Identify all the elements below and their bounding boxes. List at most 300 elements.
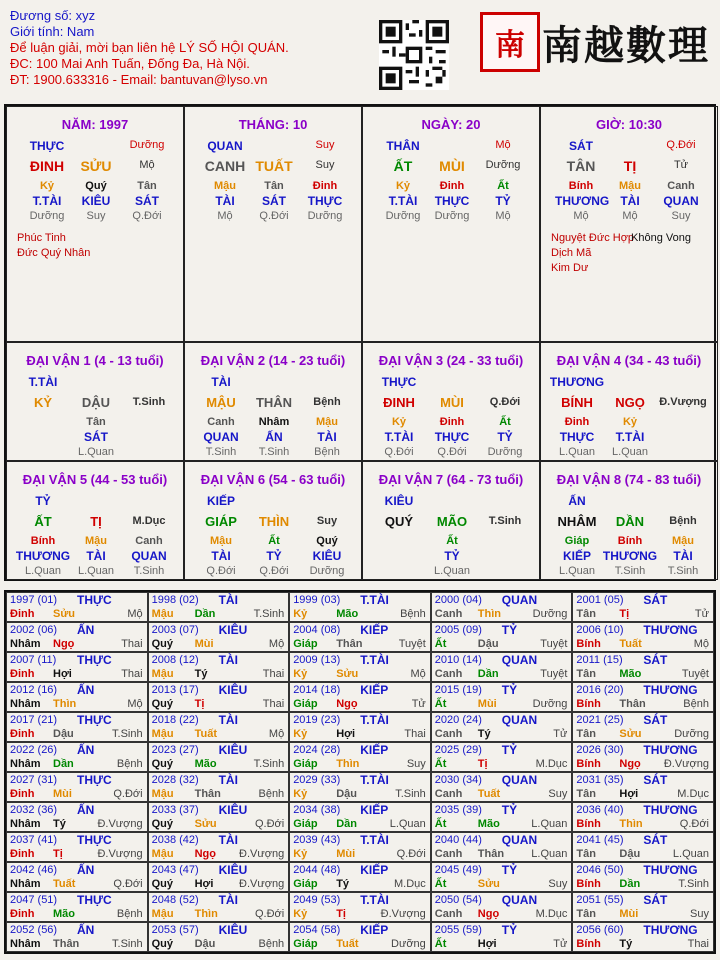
hidden-can: Kỷ bbox=[622, 416, 638, 428]
year-can: Giáp bbox=[293, 638, 318, 650]
year-stage: M.Dục bbox=[677, 788, 709, 800]
dai-van-truong-sinh: Bệnh bbox=[313, 396, 341, 408]
hidden-stage: Mộ bbox=[573, 210, 589, 222]
dai-van-thap-than: KIÊU bbox=[384, 494, 414, 508]
year-cell bbox=[572, 682, 714, 712]
year-chi: Sửu bbox=[336, 668, 359, 680]
year-label: 2051 (55) bbox=[576, 894, 624, 906]
hidden-stage: T.Sinh bbox=[133, 565, 165, 577]
year-thap-than: THƯƠNG bbox=[643, 803, 698, 817]
year-label: 2027 (31) bbox=[10, 774, 58, 786]
year-label: 2049 (53) bbox=[293, 894, 341, 906]
year-chi: Thìn bbox=[53, 698, 77, 710]
year-stage: Suy bbox=[548, 878, 568, 890]
year-thap-than: TÀI bbox=[218, 713, 238, 727]
year-stage: Đ.Vượng bbox=[380, 908, 426, 920]
year-label: 2034 (38) bbox=[293, 804, 341, 816]
year-thap-than: THỰC bbox=[77, 593, 112, 607]
year-stage: Dưỡng bbox=[532, 608, 568, 620]
dai-van-chi: DẦN bbox=[615, 514, 645, 529]
year-stage: Q.Đới bbox=[254, 908, 285, 920]
address-line: ĐC: 100 Mai Anh Tuấn, Đống Đa, Hà Nội. bbox=[10, 56, 250, 71]
hidden-can: Mậu bbox=[672, 535, 694, 547]
year-can: Canh bbox=[434, 608, 463, 620]
hidden-can: Đinh bbox=[439, 180, 465, 192]
dai-van-chi: THÌN bbox=[258, 514, 290, 529]
dai-van-title: ĐẠI VẬN 7 (64 - 73 tuổi) bbox=[378, 472, 524, 487]
dai-van-chi: DẬU bbox=[81, 395, 111, 410]
hidden-than: KIẾP bbox=[562, 549, 591, 563]
year-label: 2001 (05) bbox=[576, 594, 624, 606]
hidden-stage: Suy bbox=[86, 210, 106, 222]
year-stage: Suy bbox=[690, 908, 709, 920]
year-stage: Bệnh bbox=[116, 758, 143, 770]
hidden-can: Canh bbox=[135, 535, 163, 547]
year-stage: Dưỡng bbox=[391, 938, 426, 950]
year-label: 2029 (33) bbox=[293, 774, 341, 786]
year-can: Giáp bbox=[293, 818, 318, 830]
year-chi: Thìn bbox=[477, 608, 502, 620]
year-chi: Tuất bbox=[336, 938, 359, 950]
hidden-can: Mậu bbox=[619, 180, 641, 192]
dai-van-can: ĐINH bbox=[383, 395, 415, 410]
contact-line: Để luận giải, mời bạn liên hệ LÝ SỐ HỘI QUÁN. bbox=[10, 40, 289, 55]
year-chi: Hợi bbox=[477, 938, 497, 950]
year-can: Tân bbox=[576, 608, 596, 620]
hidden-can: Ất bbox=[268, 535, 280, 547]
year-chi: Tuất bbox=[194, 728, 217, 740]
year-cell bbox=[148, 652, 290, 682]
year-stage: Mộ bbox=[127, 608, 143, 620]
year-cell bbox=[148, 802, 290, 832]
year-thap-than: QUAN bbox=[501, 833, 538, 847]
year-thap-than: QUAN bbox=[501, 713, 538, 727]
hidden-stage: Dưỡng bbox=[434, 210, 470, 222]
year-cell bbox=[289, 922, 431, 952]
dai-van-can: NHÂM bbox=[557, 514, 597, 529]
hidden-stage: Dưỡng bbox=[29, 210, 65, 222]
year-cell bbox=[148, 922, 290, 952]
year-chi: Sửu bbox=[53, 608, 76, 620]
year-label: 2004 (08) bbox=[293, 624, 341, 636]
year-label: 2056 (60) bbox=[576, 924, 624, 936]
year-cell bbox=[6, 592, 148, 622]
year-stage: Tử bbox=[553, 728, 568, 740]
year-chi: Dần bbox=[194, 608, 216, 620]
year-can: Tân bbox=[576, 908, 596, 920]
year-cell bbox=[6, 622, 148, 652]
year-chi: Mùi bbox=[619, 908, 639, 920]
hidden-can: Đinh bbox=[439, 416, 465, 428]
year-label: 1999 (03) bbox=[293, 594, 341, 606]
hidden-stage: Q.Đới bbox=[259, 565, 289, 577]
hidden-stage: Mộ bbox=[622, 210, 638, 222]
year-cell bbox=[289, 832, 431, 862]
year-chi: Tuất bbox=[477, 788, 501, 800]
year-chi: Dậu bbox=[477, 638, 499, 650]
year-thap-than: KIẾP bbox=[360, 743, 389, 757]
pillar-title: NĂM: 1997 bbox=[61, 117, 129, 132]
pillar-truong-sinh: Suy bbox=[315, 139, 335, 151]
year-stage: Mộ bbox=[127, 698, 143, 710]
year-cell bbox=[431, 652, 573, 682]
year-thap-than: THƯƠNG bbox=[643, 923, 698, 937]
hidden-stage: Q.Đới bbox=[437, 446, 467, 458]
year-thap-than: TỶ bbox=[501, 623, 518, 637]
year-chi: Mão bbox=[619, 668, 642, 680]
star-item: Đức Quý Nhân bbox=[17, 247, 91, 259]
year-cell bbox=[148, 592, 290, 622]
year-thap-than: KIÊU bbox=[218, 923, 248, 937]
dai-van-title: ĐẠI VẬN 5 (44 - 53 tuổi) bbox=[22, 472, 168, 487]
year-can: Quý bbox=[151, 638, 173, 650]
year-chi: Ngọ bbox=[194, 848, 216, 860]
year-cell bbox=[6, 682, 148, 712]
year-label: 2022 (26) bbox=[10, 744, 58, 756]
year-can: Tân bbox=[576, 668, 596, 680]
dai-van-1 bbox=[6, 342, 184, 461]
chart-grid bbox=[4, 104, 716, 581]
hidden-stage: T.Sinh bbox=[667, 565, 699, 577]
year-stage: Đ.Vượng bbox=[239, 848, 285, 860]
year-label: 2002 (06) bbox=[10, 624, 58, 636]
year-stage: Dưỡng bbox=[532, 698, 568, 710]
year-label: 2015 (19) bbox=[434, 684, 482, 696]
year-can: Canh bbox=[434, 728, 463, 740]
dai-van-7 bbox=[362, 461, 540, 580]
year-chi: Tị bbox=[619, 608, 630, 620]
year-can: Giáp bbox=[293, 878, 318, 890]
year-chi: Tý bbox=[619, 938, 633, 950]
year-stage: Tuyệt bbox=[540, 638, 568, 650]
year-chi: Tuất bbox=[619, 638, 642, 650]
year-chi: Dần bbox=[619, 878, 641, 890]
hidden-stage: Mộ bbox=[495, 210, 511, 222]
hidden-than: ẤN bbox=[265, 430, 283, 444]
year-stage: Suy bbox=[548, 788, 568, 800]
star-item: Kim Dư bbox=[551, 262, 589, 274]
hidden-can: Quý bbox=[85, 180, 107, 192]
dai-van-chi: NGỌ bbox=[615, 395, 645, 410]
year-label: 2016 (20) bbox=[576, 684, 624, 696]
year-cell bbox=[572, 652, 714, 682]
year-stage: L.Quan bbox=[672, 848, 709, 860]
hidden-can: Đinh bbox=[564, 416, 590, 428]
year-thap-than: THỰC bbox=[77, 713, 112, 727]
year-chi: Sửu bbox=[194, 818, 217, 830]
dai-van-chi: MÃO bbox=[436, 514, 468, 529]
year-stage: M.Dục bbox=[535, 908, 568, 920]
year-chi: Tuất bbox=[53, 878, 76, 890]
star-item: Phúc Tinh bbox=[17, 232, 66, 244]
year-can: Nhâm bbox=[10, 938, 41, 950]
year-thap-than: KIẾP bbox=[360, 683, 389, 697]
year-label: 2012 (16) bbox=[10, 684, 58, 696]
year-stage: Bệnh bbox=[258, 788, 285, 800]
hidden-than: T.TÀI bbox=[388, 194, 418, 208]
year-label: 2044 (48) bbox=[293, 864, 341, 876]
year-label: 2053 (57) bbox=[151, 924, 199, 936]
year-can: Đinh bbox=[10, 848, 35, 860]
year-stage: M.Dục bbox=[535, 758, 568, 770]
year-label: 2030 (34) bbox=[434, 774, 482, 786]
dai-van-truong-sinh: T.Sinh bbox=[132, 396, 166, 408]
dai-van-thap-than: TỶ bbox=[35, 494, 51, 508]
year-cell bbox=[431, 862, 573, 892]
year-cell bbox=[431, 712, 573, 742]
year-label: 2028 (32) bbox=[151, 774, 199, 786]
hidden-stage: Q.Đới bbox=[132, 210, 162, 222]
dai-van-thap-than: TÀI bbox=[211, 375, 231, 389]
year-cell bbox=[289, 892, 431, 922]
dai-van-can: BÍNH bbox=[561, 395, 593, 410]
year-label: 2031 (35) bbox=[576, 774, 624, 786]
year-thap-than: THỰC bbox=[77, 653, 112, 667]
dai-van-truong-sinh: T.Sinh bbox=[488, 515, 522, 527]
year-thap-than: KIẾP bbox=[360, 803, 389, 817]
year-chi: Thân bbox=[53, 938, 80, 950]
year-chi: Mùi bbox=[477, 698, 497, 710]
year-thap-than: TỶ bbox=[501, 683, 518, 697]
year-can: Giáp bbox=[293, 938, 318, 950]
year-stage: Tử bbox=[694, 608, 709, 620]
year-stage: L.Quan bbox=[389, 818, 426, 830]
year-can: Mậu bbox=[151, 728, 174, 740]
hidden-can: Ất bbox=[499, 416, 511, 428]
pillar-nap-am: Suy bbox=[315, 159, 335, 171]
year-chi: Thìn bbox=[194, 908, 218, 920]
year-can: Bính bbox=[576, 638, 601, 650]
year-chi: Ngọ bbox=[619, 758, 641, 770]
pillar-thap-than: THỰC bbox=[29, 139, 65, 153]
year-stage: Q.Đới bbox=[254, 818, 285, 830]
year-thap-than: KIÊU bbox=[218, 803, 248, 817]
pillar-thap-than: SÁT bbox=[569, 139, 593, 153]
year-stage: Tử bbox=[411, 698, 426, 710]
hidden-can: Kỷ bbox=[39, 180, 55, 192]
hidden-than: THƯƠNG bbox=[602, 549, 658, 563]
hidden-stage: Mộ bbox=[217, 210, 233, 222]
year-chi: Mão bbox=[53, 908, 75, 920]
year-cell bbox=[289, 682, 431, 712]
year-label: 2007 (11) bbox=[10, 654, 57, 666]
year-cell bbox=[431, 742, 573, 772]
year-stage: Tuyệt bbox=[398, 638, 426, 650]
year-can: Kỷ bbox=[293, 608, 308, 620]
pillar-can: CANH bbox=[204, 158, 246, 174]
year-label: 2017 (21) bbox=[10, 714, 58, 726]
year-cell bbox=[148, 832, 290, 862]
year-stage: T.Sinh bbox=[395, 788, 426, 800]
hidden-stage: L.Quan bbox=[77, 565, 115, 577]
dai-van-4 bbox=[540, 342, 718, 461]
pillar-thap-than: THÂN bbox=[386, 139, 420, 153]
year-stage: Q.Đới bbox=[679, 818, 709, 830]
year-chi: Tị bbox=[477, 758, 488, 770]
hidden-stage: L.Quan bbox=[558, 446, 596, 458]
year-chi: Thân bbox=[336, 638, 363, 650]
dai-van-title: ĐẠI VẬN 3 (24 - 33 tuổi) bbox=[378, 353, 524, 368]
year-label: 2020 (24) bbox=[434, 714, 482, 726]
pillar-chi: MÙI bbox=[439, 158, 465, 174]
pillar-truong-sinh: Mộ bbox=[495, 139, 511, 151]
year-cell bbox=[431, 802, 573, 832]
year-chi: Mùi bbox=[336, 848, 356, 860]
year-can: Bính bbox=[576, 758, 601, 770]
year-label: 2039 (43) bbox=[293, 834, 341, 846]
year-cell bbox=[572, 892, 714, 922]
pillar-nap-am: Mộ bbox=[139, 159, 155, 171]
year-thap-than: THƯƠNG bbox=[643, 863, 698, 877]
hidden-can: Tân bbox=[137, 180, 157, 192]
year-label: 2036 (40) bbox=[576, 804, 624, 816]
year-cell bbox=[6, 802, 148, 832]
hidden-stage: Dưỡng bbox=[385, 210, 421, 222]
pillar-truong-sinh: Dưỡng bbox=[129, 139, 165, 151]
year-chi: Thân bbox=[194, 788, 221, 800]
year-thap-than: QUAN bbox=[501, 773, 538, 787]
year-cell bbox=[289, 712, 431, 742]
year-cell bbox=[6, 892, 148, 922]
hidden-than: TÀI bbox=[86, 549, 106, 563]
hidden-can: Tân bbox=[264, 180, 284, 192]
yearly-luck-table bbox=[4, 590, 716, 954]
year-thap-than: THƯƠNG bbox=[643, 743, 698, 757]
hidden-than: QUAN bbox=[131, 549, 167, 563]
year-cell bbox=[289, 772, 431, 802]
dai-van-6 bbox=[184, 461, 362, 580]
year-thap-than: TÀI bbox=[218, 653, 238, 667]
year-thap-than: QUAN bbox=[501, 893, 538, 907]
year-stage: T.Sinh bbox=[253, 758, 285, 770]
dai-van-can: ẤT bbox=[34, 514, 52, 529]
year-label: 2009 (13) bbox=[293, 654, 341, 666]
dai-van-chi: MÙI bbox=[440, 395, 464, 410]
hidden-can: Mậu bbox=[85, 535, 107, 547]
year-can: Bính bbox=[576, 938, 601, 950]
hidden-stage: L.Quan bbox=[433, 565, 471, 577]
pillar-chi: TUẤT bbox=[255, 158, 293, 174]
header-info bbox=[10, 8, 289, 88]
dai-van-2 bbox=[184, 342, 362, 461]
hidden-than: THỰC bbox=[559, 430, 595, 444]
year-can: Ất bbox=[434, 818, 447, 830]
year-can: Kỷ bbox=[293, 728, 308, 740]
year-stage: Q.Đới bbox=[396, 848, 426, 860]
year-can: Giáp bbox=[293, 758, 318, 770]
hidden-than: THỰC bbox=[434, 430, 470, 444]
dai-van-title: ĐẠI VẬN 6 (54 - 63 tuổi) bbox=[200, 472, 346, 487]
year-label: 2006 (10) bbox=[576, 624, 624, 636]
year-stage: Thai bbox=[121, 668, 143, 680]
dai-van-can: GIÁP bbox=[205, 514, 237, 529]
pillar-3 bbox=[540, 106, 718, 342]
year-thap-than: T.TÀI bbox=[360, 773, 389, 787]
year-thap-than: TỶ bbox=[501, 803, 518, 817]
year-thap-than: ẤN bbox=[77, 923, 95, 937]
year-can: Kỷ bbox=[293, 668, 308, 680]
year-chi: Ngọ bbox=[336, 698, 358, 710]
year-can: Mậu bbox=[151, 848, 174, 860]
hidden-stage: L.Quan bbox=[77, 446, 115, 458]
pillar-nap-am: Dưỡng bbox=[485, 159, 521, 171]
year-thap-than: SÁT bbox=[643, 713, 668, 727]
hidden-can: Ất bbox=[497, 180, 509, 192]
hidden-stage: Suy bbox=[671, 210, 691, 222]
year-stage: Đ.Vượng bbox=[663, 758, 709, 770]
qr-code-icon[interactable] bbox=[379, 20, 449, 90]
year-can: Kỷ bbox=[293, 908, 308, 920]
pillar-title: THÁNG: 10 bbox=[238, 117, 308, 132]
hidden-can: Quý bbox=[316, 535, 338, 547]
hidden-can: Bính bbox=[617, 535, 643, 547]
year-chi: Hợi bbox=[194, 878, 214, 890]
hidden-than: TÀI bbox=[620, 194, 640, 208]
year-chi: Thìn bbox=[336, 758, 360, 770]
year-stage: T.Sinh bbox=[112, 728, 143, 740]
year-cell bbox=[6, 862, 148, 892]
hidden-than: SÁT bbox=[84, 430, 108, 444]
year-chi: Dậu bbox=[53, 728, 74, 740]
year-can: Đinh bbox=[10, 728, 35, 740]
dai-van-title: ĐẠI VẬN 8 (74 - 83 tuổi) bbox=[556, 472, 702, 487]
hidden-stage: L.Quan bbox=[611, 446, 649, 458]
hidden-can: Giáp bbox=[564, 535, 590, 547]
year-label: 2042 (46) bbox=[10, 864, 58, 876]
hidden-stage: Bệnh bbox=[314, 446, 340, 458]
year-thap-than: TÀI bbox=[218, 833, 238, 847]
dai-van-can: KỶ bbox=[33, 395, 53, 410]
year-thap-than: SÁT bbox=[643, 833, 668, 847]
year-label: 2045 (49) bbox=[434, 864, 482, 876]
year-chi: Hợi bbox=[336, 728, 356, 740]
year-thap-than: KIÊU bbox=[218, 863, 248, 877]
hidden-can: Mậu bbox=[316, 416, 338, 428]
year-can: Kỷ bbox=[293, 788, 308, 800]
dai-van-thap-than: THỰC bbox=[381, 375, 417, 389]
hidden-can: Canh bbox=[207, 416, 235, 428]
year-can: Quý bbox=[151, 938, 173, 950]
hidden-can: Kỷ bbox=[391, 416, 407, 428]
year-chi: Tý bbox=[477, 728, 491, 740]
hidden-than: TÀI bbox=[215, 194, 235, 208]
year-chi: Mùi bbox=[194, 638, 214, 650]
year-can: Mậu bbox=[151, 788, 174, 800]
year-thap-than: THỰC bbox=[77, 893, 112, 907]
year-can: Mậu bbox=[151, 668, 174, 680]
year-label: 2023 (27) bbox=[151, 744, 199, 756]
year-thap-than: THỰC bbox=[77, 773, 112, 787]
year-label: 2035 (39) bbox=[434, 804, 482, 816]
year-cell bbox=[148, 862, 290, 892]
hidden-than: THƯƠNG bbox=[555, 194, 610, 208]
year-thap-than: ẤN bbox=[77, 623, 95, 637]
hidden-can: Mậu bbox=[210, 535, 232, 547]
hidden-than: TỶ bbox=[495, 194, 511, 208]
dai-van-truong-sinh: Q.Đới bbox=[489, 396, 521, 408]
year-label: 2008 (12) bbox=[151, 654, 199, 666]
year-can: Bính bbox=[576, 818, 601, 830]
hidden-can: Mậu bbox=[214, 180, 236, 192]
year-cell bbox=[572, 802, 714, 832]
hidden-stage: T.Sinh bbox=[258, 446, 290, 458]
year-cell bbox=[148, 772, 290, 802]
hidden-than: T.TÀI bbox=[32, 194, 62, 208]
year-label: 2032 (36) bbox=[10, 804, 58, 816]
year-chi: Sửu bbox=[619, 728, 642, 740]
year-cell bbox=[289, 622, 431, 652]
hidden-than: TỶ bbox=[444, 549, 460, 563]
